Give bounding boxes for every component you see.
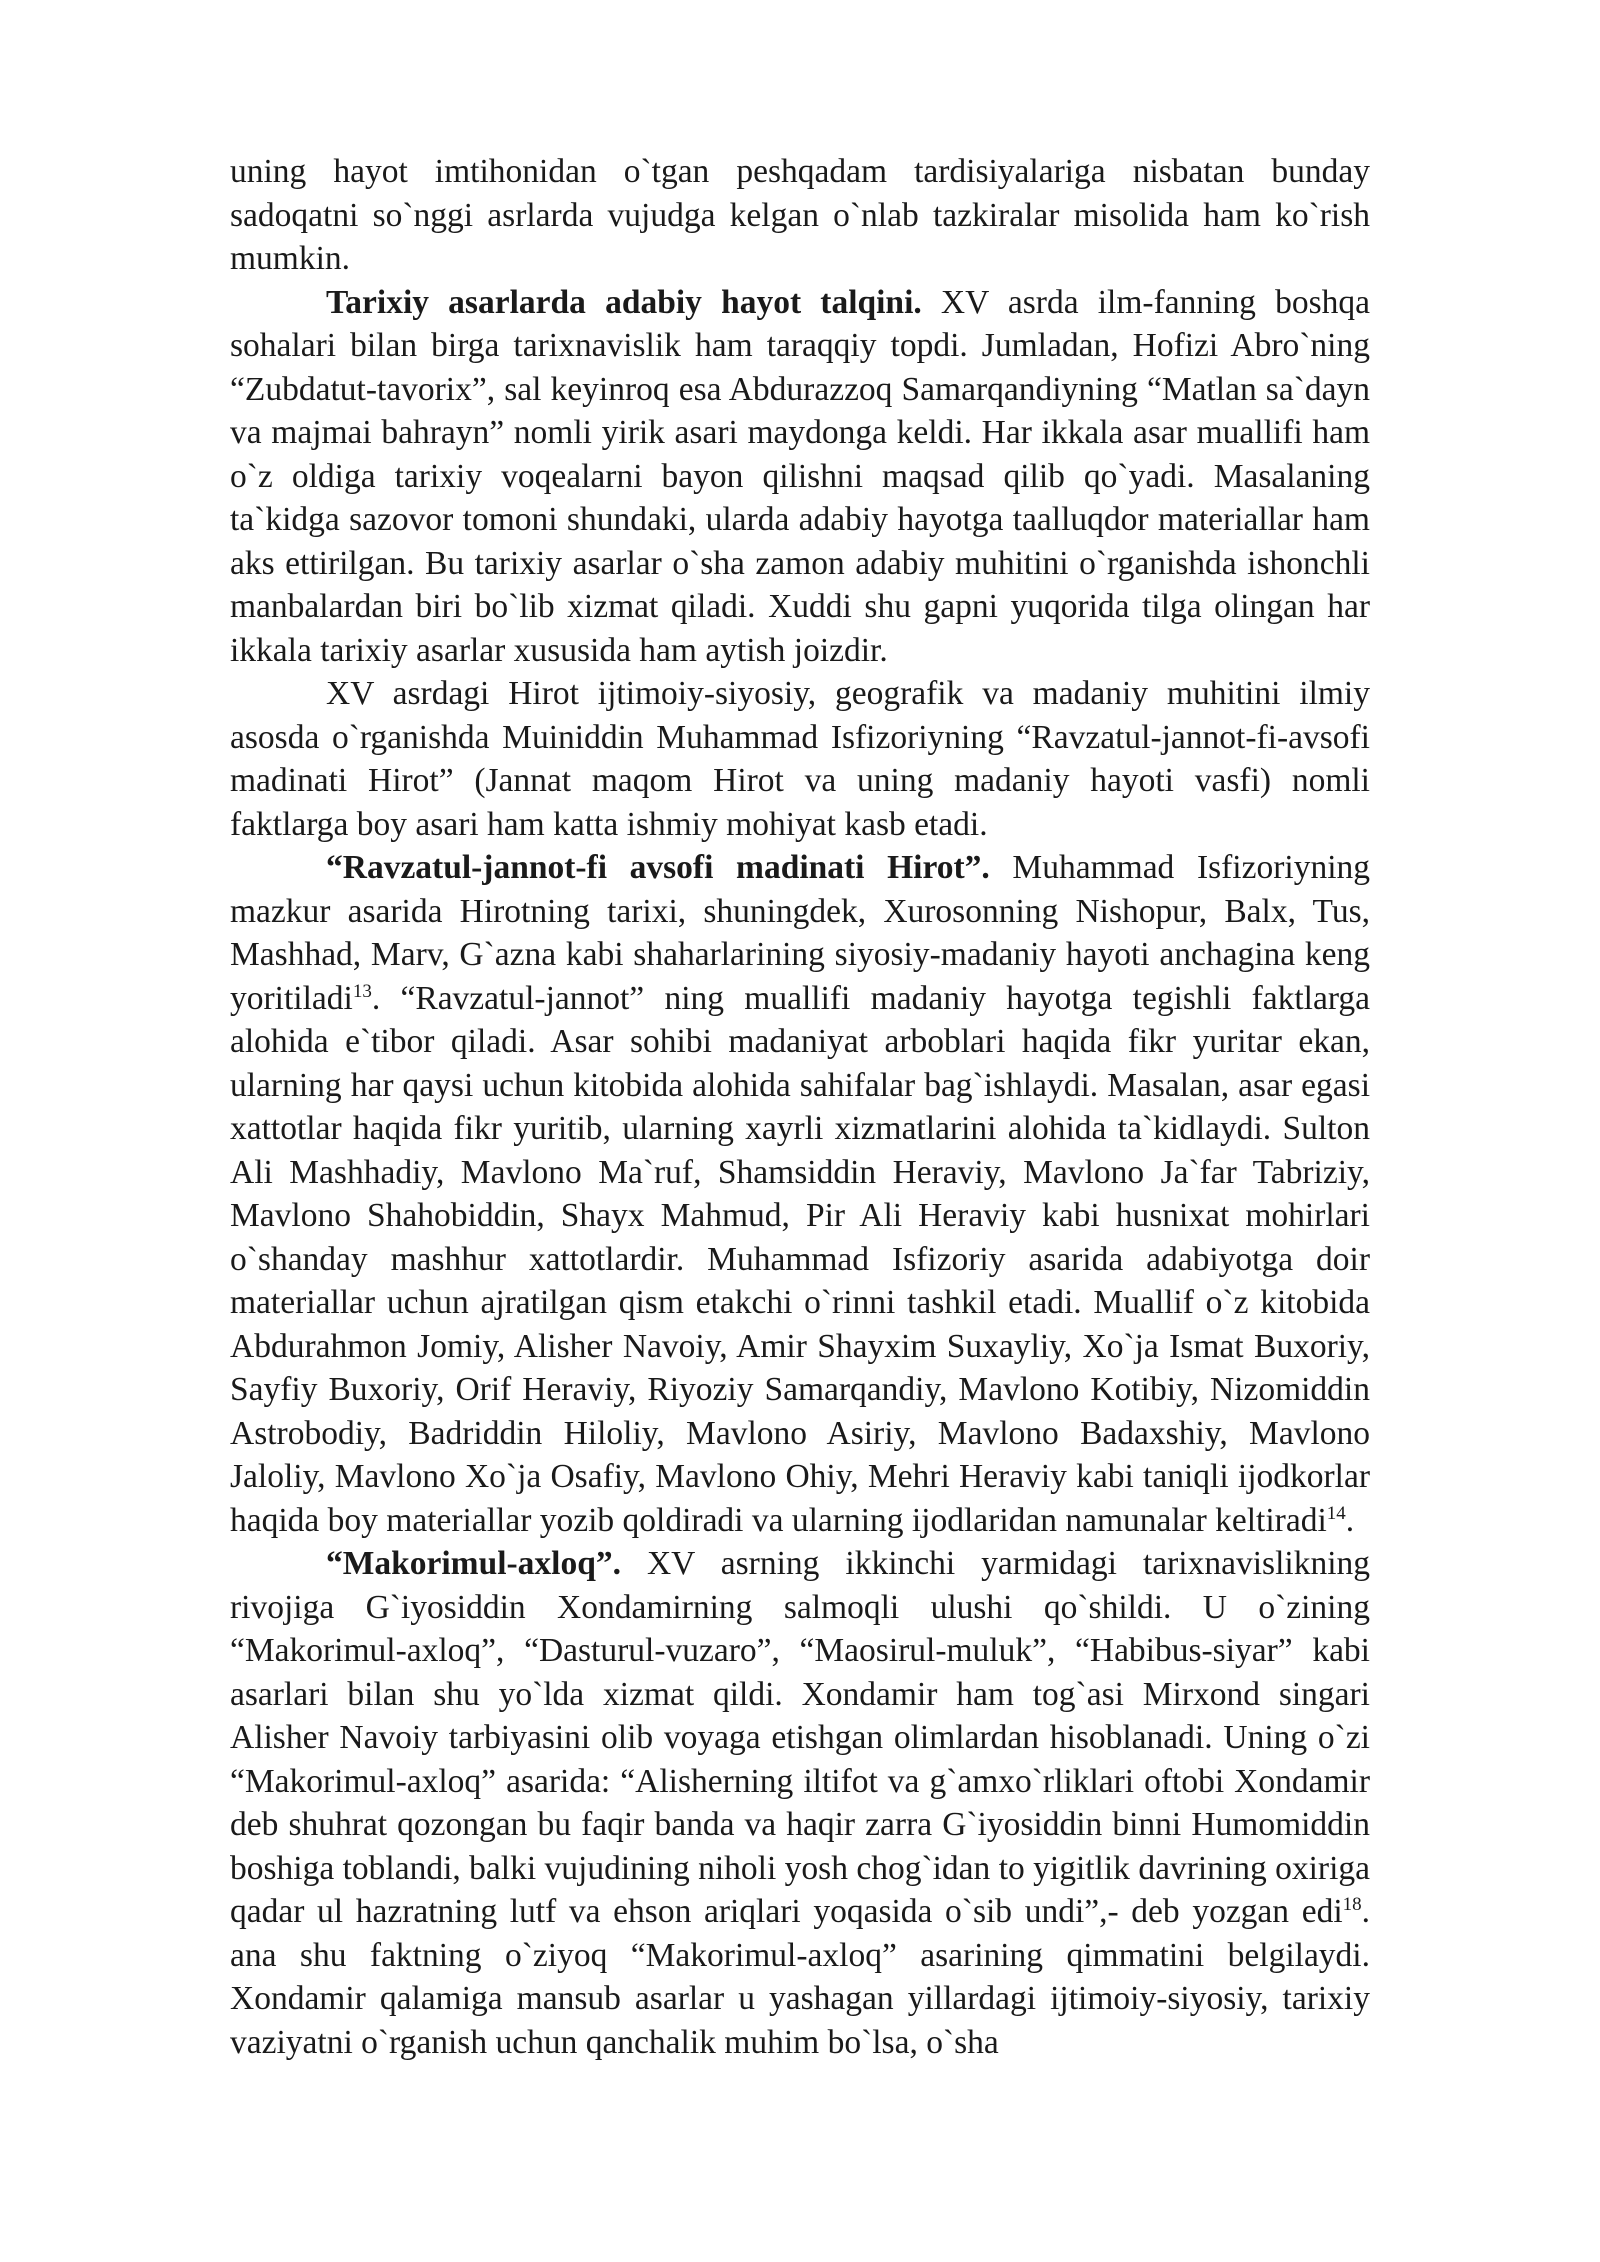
footnote-ref-13[interactable]: 13	[352, 980, 372, 1002]
paragraph-3	[230, 672, 1370, 846]
paragraph-text: uning hayot imtihonidan o`tgan peshqadam tardisiyalariga nisbatan bunday sadoqatni so`nggi asrlarda vujudga kelgan o`nlab tazkiralar misolida ham ko`rish mumkin.	[230, 153, 1370, 277]
document-page	[230, 150, 1370, 2064]
paragraph-text: Muhammad Isfizoriyning mazkur asarida Hirotning tarixi, shuningdek, Xurosonning Nishopur, Balx, Tus, Mashhad, Marv, G`azna kabi shaharlarining siyosiy-madaniy hayoti anchagina keng yoritiladi	[230, 849, 1370, 1017]
paragraph-5	[230, 1542, 1370, 2064]
paragraph-text: XV asrdagi Hirot ijtimoiy-siyosiy, geografik va madaniy muhitini ilmiy asosda o`rganishda Muiniddin Muhammad Isfizoriyning “Ravzatul-jannot-fi-avsofi madinati Hirot” (Jannat maqom Hirot va uning madaniy hayoti vasfi) nomli faktlarga boy asari ham katta ishmiy mohiyat kasb etadi.	[230, 675, 1370, 843]
paragraph-1	[230, 150, 1370, 281]
paragraph-text-continued: . ana shu faktning o`ziyoq “Makorimul-axloq” asarining qimmatini belgilaydi. Xondamir qalamiga mansub asarlar u yashagan yillardagi ijtimoiy-siyosiy, tarixiy vaziyatni o`rganish uchun qanchalik muhim bo`lsa, o`sha	[230, 1893, 1370, 2061]
paragraph-end-punct: .	[1345, 1501, 1355, 1539]
paragraph-text: XV asrning ikkinchi yarmidagi tarixnavislikning rivojiga G`iyosiddin Xondamirning salmoqli ulushi qo`shildi. U o`zining “Makorimul-axloq”, “Dasturul-vuzaro”, “Maosirul-muluk”, “Habibus-siyar” kabi asarlari bilan shu yo`lda xizmat qildi. Xondamir ham tog`asi Mirxond singari Alisher Navoiy tarbiyasini olib voyaga etishgan olimlardan hisoblanadi. Uning o`zi “Makorimul-axloq” asarida: “Alisherning iltifot va g`amxo`rliklari oftobi Xondamir deb shuhrat qozongan bu faqir banda va haqir zarra G`iyosiddin binni Humomiddin boshiga toblandi, balki vujudining niholi yosh chog`idan to yigitlik davrining oxiriga qadar ul hazratning lutf va ehson ariqlari yoqasida o`sib undi”,- deb yozgan edi	[230, 1545, 1370, 1930]
footnote-ref-14[interactable]: 14	[1326, 1502, 1346, 1524]
section-heading-makorimul-axloq: “Makorimul-axloq”.	[326, 1545, 621, 1582]
paragraph-4	[230, 846, 1370, 1542]
section-heading-tarixiy-asarlar: Tarixiy asarlarda adabiy hayot talqini.	[326, 283, 922, 321]
section-heading-ravzatul-jannot: “Ravzatul-jannot-fi avsofi madinati Hirot”.	[326, 849, 990, 886]
paragraph-text: XV asrda ilm-fanning boshqa sohalari bilan birga tarixnavislik ham taraqqiy topdi. Jumladan, Hofizi Abro`ning “Zubdatut-tavorix”, sal keyinroq esa Abdurazzoq Samarqandiyning “Matlan sa`dayn va majmai bahrayn” nomli yirik asari maydonga keldi. Har ikkala asar muallifi ham o`z oldiga tarixiy voqealarni bayon qilishni maqsad qilib qo`yadi. Masalaning ta`kidga sazovor tomoni shundaki, ularda adabiy hayotga taalluqdor materiallar ham aks ettirilgan. Bu tarixiy asarlar o`sha zamon adabiy muhitini o`rganishda ishonchli manbalardan biri bo`lib xizmat qiladi. Xuddi shu gapni yuqorida tilga olingan har ikkala tarixiy asarlar xususida ham aytish joizdir.	[230, 283, 1370, 669]
paragraph-text-continued: . “Ravzatul-jannot” ning muallifi madaniy hayotga tegishli faktlarga alohida e`tibor qiladi. Asar sohibi madaniyat arboblari haqida fikr yuritar ekan, ularning har qaysi uchun kitobida alohida sahifalar bag`ishlaydi. Masalan, asar egasi xattotlar haqida fikr yuritib, ularning xayrli xizmatlarini alohida ta`kidlaydi. Sulton Ali Mashhadiy, Mavlono Ma`ruf, Shamsiddin Heraviy, Mavlono Ja`far Tabriziy, Mavlono Shahobiddin, Shayx Mahmud, Pir Ali Heraviy kabi husnixat mohirlari o`shanday mashhur xattotlardir. Muhammad Isfizoriy asarida adabiyotga doir materiallar uchun ajratilgan qism etakchi o`rinni tashkil etadi. Muallif o`z kitobida Abdurahmon Jomiy, Alisher Navoiy, Amir Shayxim Suxayliy, Xo`ja Ismat Buxoriy, Sayfiy Buxoriy, Orif Heraviy, Riyoziy Samarqandiy, Mavlono Kotibiy, Nizomiddin Astrobodiy, Badriddin Hiloliy, Mavlono Asiriy, Mavlono Badaxshiy, Mavlono Jaloliy, Mavlono Xo`ja Osafiy, Mavlono Ohiy, Mehri Heraviy kabi taniqli ijodkorlar haqida boy materiallar yozib qoldiradi va ularning ijodlaridan namunalar keltiradi	[230, 979, 1370, 1539]
footnote-ref-18[interactable]: 18	[1342, 1893, 1362, 1915]
paragraph-2	[230, 281, 1370, 673]
